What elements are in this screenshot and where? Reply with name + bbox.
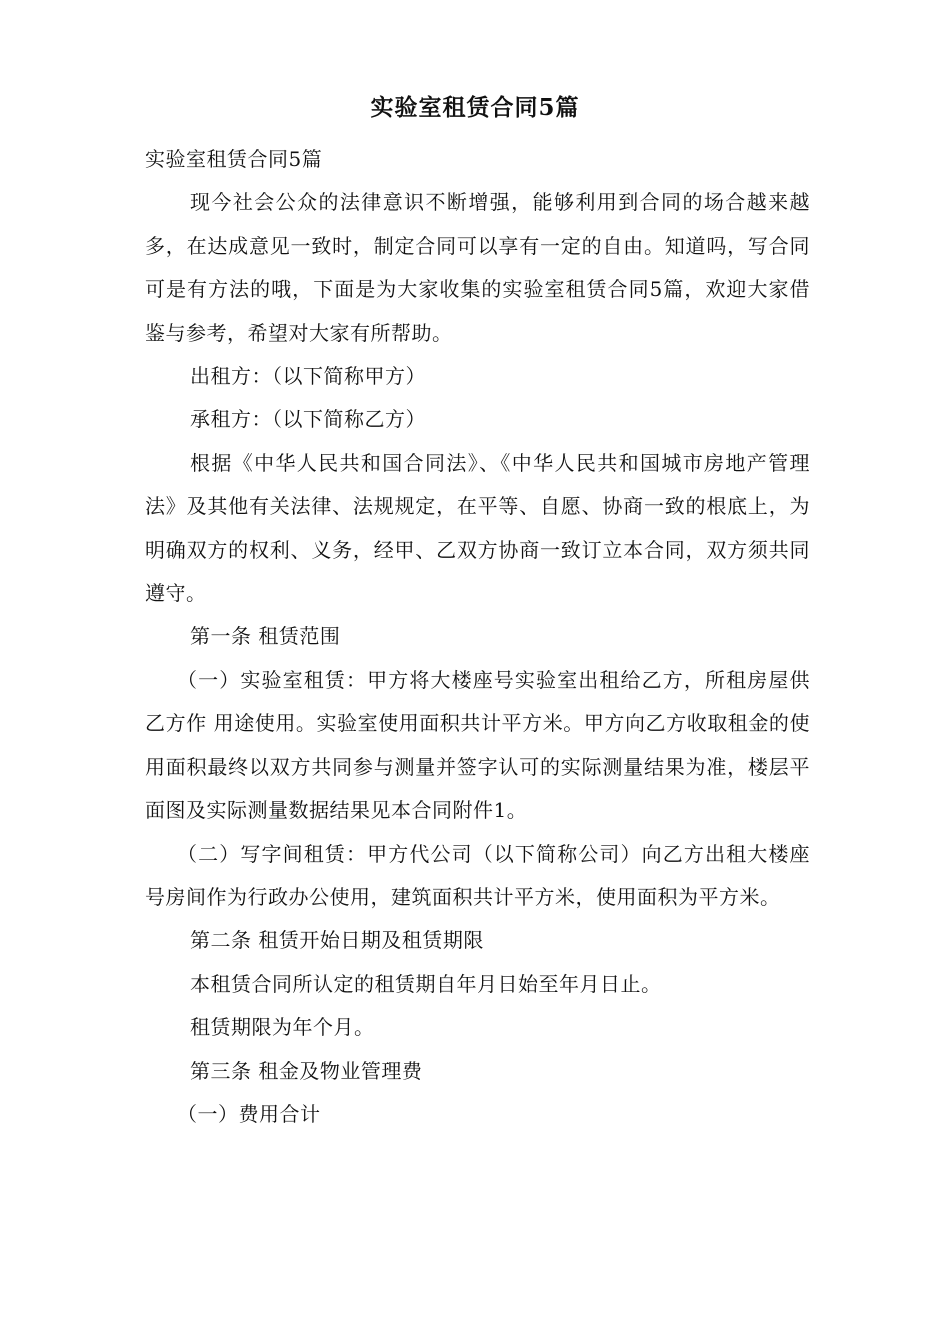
office-lease-paragraph: （二）写字间租赁：甲方代公司（以下简称公司）向乙方出租大楼座号房间作为行政办公使用，建筑面积共计平方米，使用面积为平方米。 <box>145 841 810 909</box>
lease-duration-line: 租赁期限为年个月。 <box>190 1015 375 1040</box>
lab-lease-paragraph: （一）实验室租赁：甲方将大楼座号实验室出租给乙方，所租房屋供乙方作 用途使用。实验室使用面积共计平方米。甲方向乙方收取租金的使用面积最终以双方共同参与测量并签字认可的实际测量结果为准，楼层平面图及实际测量数据结果见本合同附件1。 <box>145 667 810 823</box>
document-body <box>145 138 810 1136</box>
article-2-heading: 第二条 租赁开始日期及租赁期限 <box>190 928 484 953</box>
lease-period-line: 本租赁合同所认定的租赁期自年月日始至年月日止。 <box>190 971 662 996</box>
article-3-heading: 第三条 租金及物业管理费 <box>190 1058 423 1083</box>
intro-paragraph: 现今社会公众的法律意识不断增强，能够利用到合同的场合越来越多，在达成意见一致时，制定合同可以享有一定的自由。知道吗，写合同可是有方法的哦，下面是为大家收集的实验室租赁合同5篇，欢迎大家借鉴与参考，希望对大家有所帮助。 <box>145 190 810 345</box>
lessor-line: 出租方：（以下简称甲方） <box>190 364 426 389</box>
legal-basis-paragraph: 根据《中华人民共和国合同法》、《中华人民共和国城市房地产管理法》及其他有关法律、法规规定，在平等、自愿、协商一致的根底上，为明确双方的权利、义务，经甲、乙双方协商一致订立本合同，双方须共同遵守。 <box>145 450 810 606</box>
lessee-line: 承租方：（以下简称乙方） <box>190 407 426 432</box>
document-title: 实验室租赁合同5篇 <box>370 94 580 121</box>
subtitle-line: 实验室租赁合同5篇 <box>145 147 323 171</box>
article-1-heading: 第一条 租赁范围 <box>190 624 341 649</box>
fee-total-heading: （一）费用合计 <box>177 1101 321 1126</box>
